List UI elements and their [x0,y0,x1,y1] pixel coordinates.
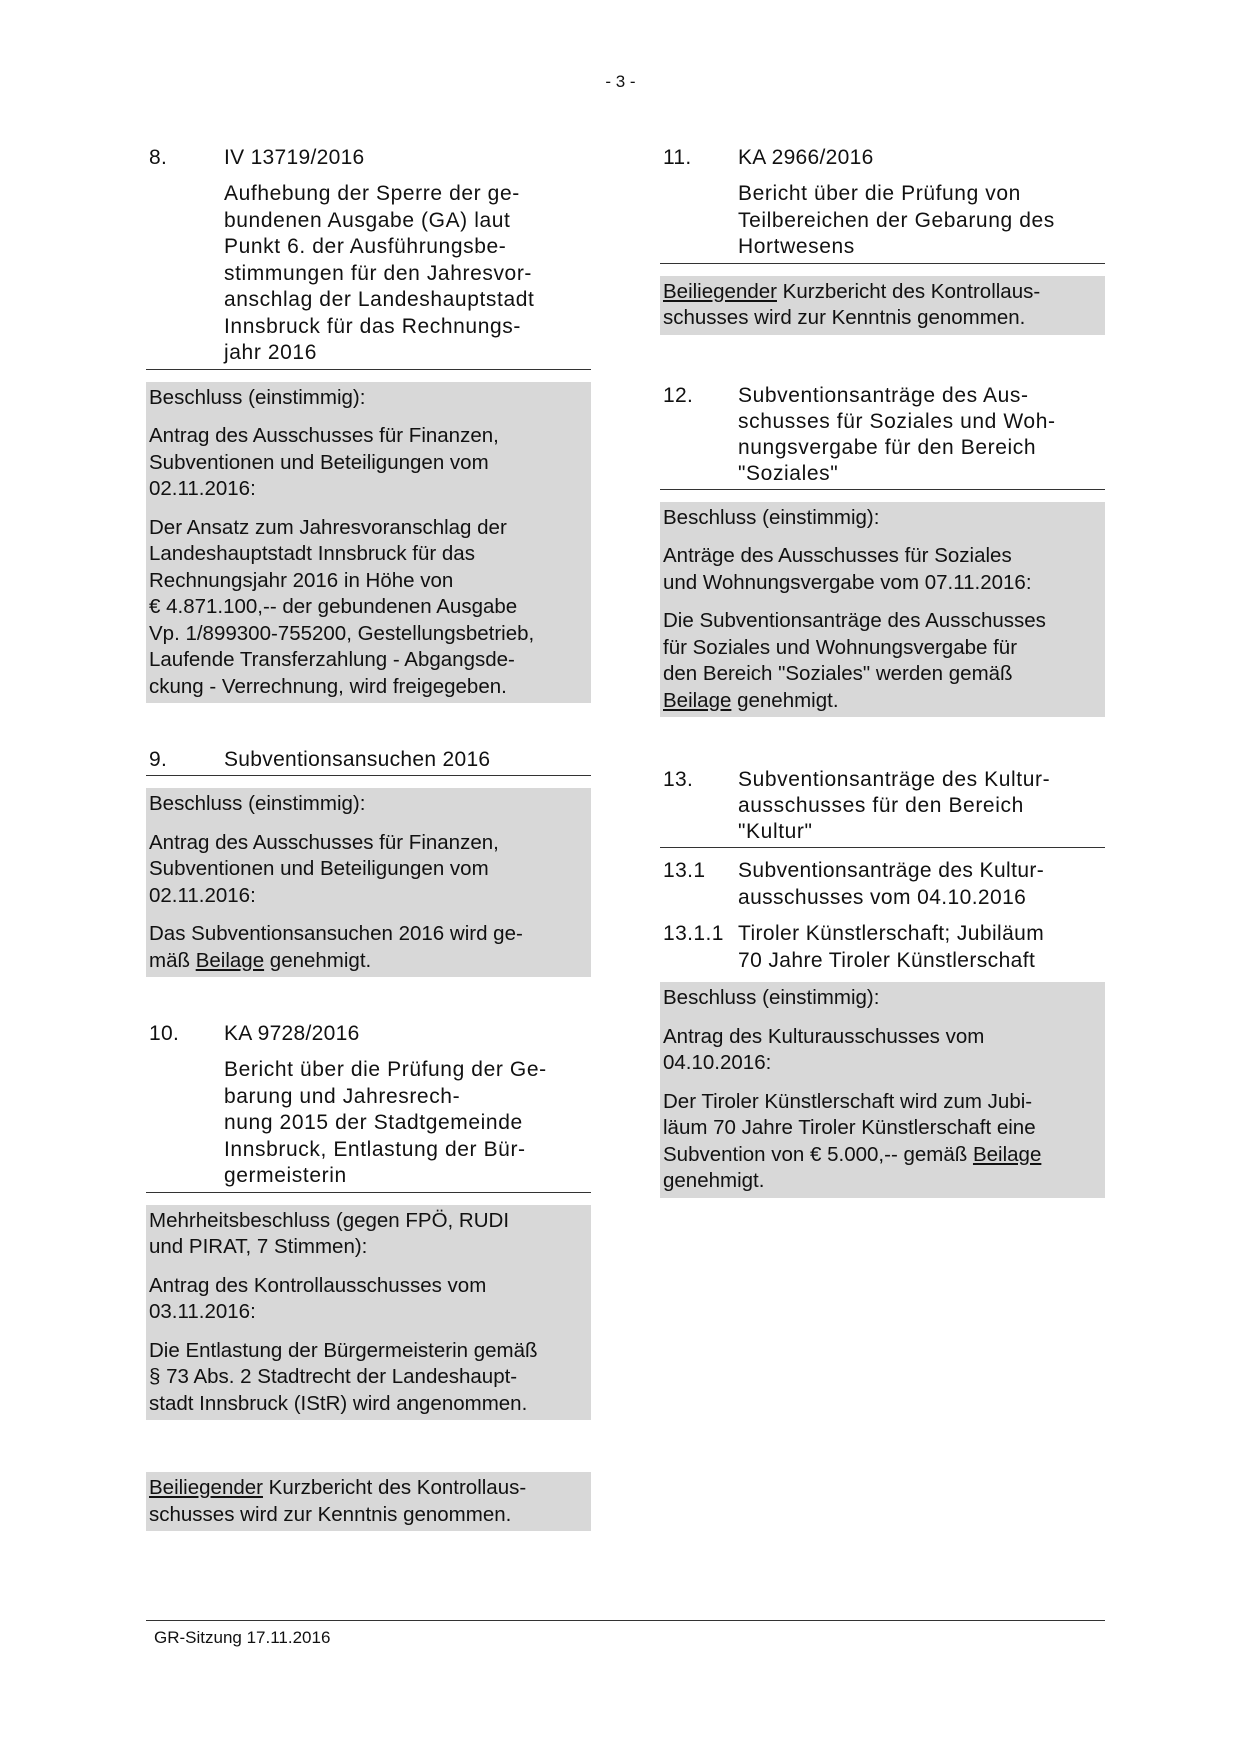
attachment-link[interactable]: Beilage [663,688,732,712]
motion-text: Anträge des Ausschusses für Soziales und Wohnungsvergabe vom 07.11.2016: [663,544,1032,594]
item-title: KA 9728/2016 [224,1022,360,1045]
decision-label: Beschluss (einstimmig): [149,385,366,409]
report-note: Beiliegender Kurzbericht des Kontrollaus- schusses wird zur Kenntnis genommen. [660,276,1105,335]
motion-text: Antrag des Ausschusses für Finanzen, Subventionen und Beteiligungen vom 02.11.2016: [149,424,499,500]
resolution-text: Der Ansatz zum Jahresvoranschlag der Landeshauptstadt Innsbruck für das Rechnungsjahr 2016 in Höhe von € 4.871.100,-- der gebundenen Ausgabe Vp. 1/899300-755200, Gestellungsbetrieb, Laufende Transferzahlung - Abgangsde- ckung - Verrechnung, wird freigegeben. [149,515,535,698]
agenda-item-13 [660,767,1105,1198]
agenda-item-9 [146,747,591,977]
sub-item-number: 13.1 [663,859,706,882]
resolution-text: Die Subventionsanträge des Ausschusses für Soziales und Wohnungsvergabe für den Bereich "Soziales" werden gemäß Beilage genehmigt. [663,609,1046,712]
agenda-item-12 [660,383,1105,718]
item-title: Subventionsanträge des Kultur- ausschusses für den Bereich "Kultur" [738,768,1051,843]
item-title: Subventionsansuchen 2016 [224,748,491,771]
attachment-link[interactable]: Beilage [195,948,265,972]
footer-divider [146,1620,1105,1621]
item-number: 13. [663,768,694,791]
item-title: Subventionsanträge des Aus- schusses für Soziales und Woh- nungsvergabe für den Bereich "Soziales" [738,383,1056,485]
agenda-item-10 [146,1021,591,1420]
item-subject: Bericht über die Prüfung von Teilbereichen der Gebarung des Hortwesens [660,181,1105,264]
item-number: 9. [149,748,168,771]
right-column [660,145,1105,1198]
decision-label: Beschluss (einstimmig): [149,792,366,815]
motion-text: Antrag des Ausschusses für Finanzen, Subventionen und Beteiligungen vom 02.11.2016: [149,830,499,907]
decision-box [146,382,591,704]
item-subject: Aufhebung der Sperre der ge- bundenen Ausgabe (GA) laut Punkt 6. der Ausführungsbe- stimmungen für den Jahresvor- anschlag der Landeshauptstadt Innsbruck für das Rechnungs- jahr 2016 [146,181,591,370]
sub-item-number: 13.1.1 [663,922,724,945]
item-number: 10. [149,1022,180,1045]
sub-item-title: Subventionsanträge des Kultur- ausschusses vom 04.10.2016 [738,859,1045,909]
report-note: Beiliegender Kurzbericht des Kontrollaus- schusses wird zur Kenntnis genommen. [146,1472,591,1531]
decision-label: Mehrheitsbeschluss (gegen FPÖ, RUDI und PIRAT, 7 Stimmen): [149,1208,510,1258]
sub-item-title: Tiroler Künstlerschaft; Jubiläum 70 Jahre Tiroler Künstlerschaft [738,922,1045,972]
left-column [146,145,591,1531]
motion-text: Antrag des Kulturausschusses vom 04.10.2016: [663,1024,985,1074]
item-number: 11. [663,146,692,169]
item-subject: Bericht über die Prüfung der Ge- barung und Jahresrech- nung 2015 der Stadtgemeinde Innsbruck, Entlastung der Bür- germeisterin [146,1057,591,1193]
attachment-link[interactable]: Beiliegender [663,279,777,303]
item-title: IV 13719/2016 [224,146,365,169]
sub-item-13-1-1 [660,921,1105,974]
item-number: 8. [149,146,168,169]
attachment-link[interactable]: Beiliegender [149,1476,263,1499]
page-number: - 3 - [605,72,636,91]
sub-item-13-1 [660,858,1105,911]
footer-text: GR-Sitzung 17.11.2016 [154,1628,331,1647]
agenda-item-11 [660,145,1105,335]
resolution-text: Die Entlastung der Bürgermeisterin gemäß § 73 Abs. 2 Stadtrecht der Landeshaupt- stadt Innsbruck (IStR) wird angenommen. [149,1338,538,1415]
decision-label: Beschluss (einstimmig): [663,505,880,529]
decision-box [146,1205,591,1421]
resolution-text: Der Tiroler Künstlerschaft wird zum Jubi- läum 70 Jahre Tiroler Künstlerschaft eine Subvention von € 5.000,-- gemäß Beilage genehmigt. [663,1089,1042,1192]
decision-box [146,788,591,977]
motion-text: Antrag des Kontrollausschusses vom 03.11.2016: [149,1273,487,1323]
attachment-link[interactable]: Beilage [972,1142,1042,1166]
decision-box [660,982,1105,1198]
agenda-item-8 [146,145,591,703]
decision-label: Beschluss (einstimmig): [663,986,880,1009]
resolution-text: Das Subventionsansuchen 2016 wird ge- mäß Beilage genehmigt. [149,922,523,972]
item-title: KA 2966/2016 [738,146,874,169]
decision-box [660,502,1105,718]
item-number: 12. [663,383,694,407]
